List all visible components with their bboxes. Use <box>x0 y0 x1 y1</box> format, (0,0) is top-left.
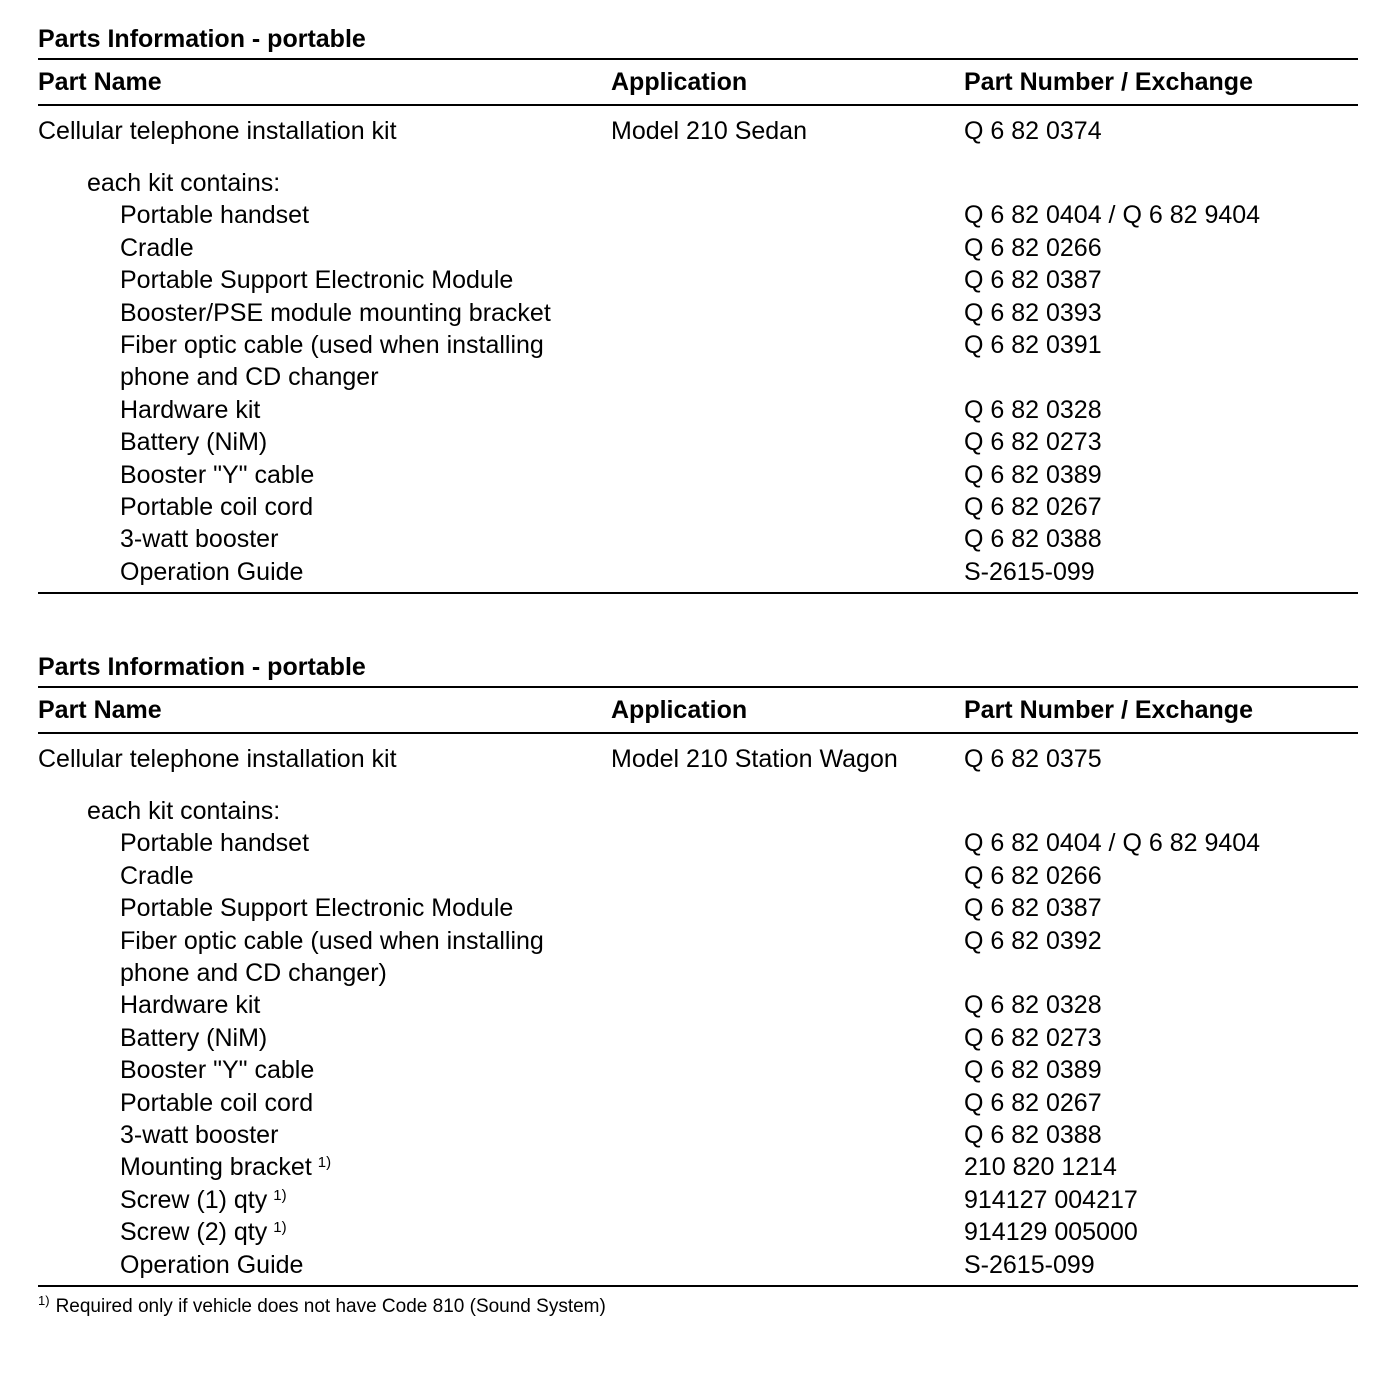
item-name-text: Booster/PSE module mounting bracket <box>120 298 551 327</box>
table-row <box>38 329 1358 394</box>
item-name-text: Hardware kit <box>120 991 261 1020</box>
item-name <box>38 297 600 329</box>
column-headers <box>38 688 1358 732</box>
table-row <box>38 827 1358 859</box>
table-row <box>38 264 1358 296</box>
parts-section-wagon <box>38 653 1358 1287</box>
item-part-number: 210 820 1214 <box>964 1153 1117 1182</box>
table-row <box>38 1216 1358 1248</box>
table-row <box>38 925 1358 990</box>
item-name <box>38 1119 600 1151</box>
item-name <box>38 1151 600 1183</box>
item-part-number: 914129 005000 <box>964 1218 1138 1247</box>
item-name <box>38 491 600 523</box>
table-row <box>38 1249 1358 1281</box>
kit-row <box>38 115 1358 167</box>
item-name <box>38 925 600 990</box>
kit-row <box>38 743 1358 795</box>
item-part-number: Q 6 82 0387 <box>964 266 1102 295</box>
item-part-number: 914127 004217 <box>964 1185 1138 1214</box>
item-part-number: Q 6 82 0328 <box>964 991 1102 1020</box>
table-row <box>38 297 1358 329</box>
item-part-number: Q 6 82 0273 <box>964 1023 1102 1052</box>
item-name-text: Portable coil cord <box>120 493 314 522</box>
table-row <box>38 1022 1358 1054</box>
item-name-text: Booster "Y" cable <box>120 1056 315 1085</box>
rule-header <box>38 104 1358 106</box>
item-name-text: Portable Support Electronic Module <box>120 266 514 295</box>
header-application: Application <box>611 696 748 724</box>
header-part-number: Part Number / Exchange <box>964 696 1253 724</box>
item-name-text: Portable handset <box>120 201 310 230</box>
table-row <box>38 1151 1358 1183</box>
header-part-name: Part Name <box>38 68 162 96</box>
item-name <box>38 199 600 231</box>
column-headers <box>38 60 1358 104</box>
kit-part-number: Q 6 82 0374 <box>964 117 1102 145</box>
item-part-number: Q 6 82 0404 / Q 6 82 9404 <box>964 201 1261 230</box>
item-part-number: Q 6 82 0393 <box>964 298 1102 327</box>
item-part-number: Q 6 82 0388 <box>964 1121 1102 1150</box>
item-name <box>38 556 600 588</box>
contains-label: each kit contains: <box>87 169 281 197</box>
table-row <box>38 232 1358 264</box>
rule-bottom <box>38 592 1358 594</box>
item-name-text: Operation Guide <box>120 557 304 586</box>
item-name <box>38 1216 600 1248</box>
table-row <box>38 491 1358 523</box>
item-name <box>38 827 600 859</box>
item-name-text: Cradle <box>120 861 194 890</box>
item-name-text: Battery (NiM) <box>120 1023 268 1052</box>
item-name <box>38 264 600 296</box>
item-name <box>38 523 600 555</box>
header-part-number: Part Number / Exchange <box>964 68 1253 96</box>
item-name-text: Fiber optic cable (used when installing phone and CD changer) <box>120 926 544 988</box>
table-row <box>38 1087 1358 1119</box>
item-name-text: Portable coil cord <box>120 1088 314 1117</box>
item-name <box>38 1054 600 1086</box>
footnote-text: Required only if vehicle does not have Code 810 (Sound System) <box>55 1296 606 1317</box>
item-name-text: Fiber optic cable (used when installing phone and CD changer <box>120 331 544 392</box>
item-part-number: Q 6 82 0388 <box>964 525 1102 554</box>
rule-bottom <box>38 1285 1358 1287</box>
item-name <box>38 860 600 892</box>
item-name-text: Mounting bracket <box>120 1153 312 1182</box>
item-name-text: Hardware kit <box>120 395 261 424</box>
table-row <box>38 860 1358 892</box>
footnote-marker: 1) <box>273 1219 287 1237</box>
item-name-text: Operation Guide <box>120 1250 304 1279</box>
section-title: Parts Information - portable <box>38 653 366 681</box>
item-part-number: Q 6 82 0391 <box>964 331 1102 360</box>
table-row <box>38 199 1358 231</box>
item-name-text: Booster "Y" cable <box>120 460 315 489</box>
item-part-number: Q 6 82 0404 / Q 6 82 9404 <box>964 829 1261 858</box>
item-part-number: Q 6 82 0267 <box>964 493 1102 522</box>
table-row <box>38 459 1358 491</box>
table-row <box>38 892 1358 924</box>
item-part-number: Q 6 82 0266 <box>964 233 1102 262</box>
item-name <box>38 1087 600 1119</box>
item-part-number: Q 6 82 0389 <box>964 460 1102 489</box>
rule-header <box>38 732 1358 734</box>
item-part-number: Q 6 82 0392 <box>964 926 1102 955</box>
item-part-number: Q 6 82 0266 <box>964 861 1102 890</box>
item-name <box>38 394 600 426</box>
header-application: Application <box>611 68 748 96</box>
table-row <box>38 556 1358 588</box>
contains-label: each kit contains: <box>87 797 281 825</box>
item-name <box>38 1249 600 1281</box>
item-name <box>38 989 600 1021</box>
item-part-number: Q 6 82 0328 <box>964 395 1102 424</box>
footnote <box>38 1290 1358 1318</box>
item-name <box>38 1022 600 1054</box>
kit-part-number: Q 6 82 0375 <box>964 745 1102 773</box>
table-row <box>38 1054 1358 1086</box>
item-name-text: Portable Support Electronic Module <box>120 894 514 923</box>
table-row <box>38 989 1358 1021</box>
item-name-text: Battery (NiM) <box>120 428 268 457</box>
kit-name: Cellular telephone installation kit <box>38 745 397 773</box>
item-part-number: Q 6 82 0387 <box>964 894 1102 923</box>
section-title: Parts Information - portable <box>38 25 366 53</box>
item-name <box>38 426 600 458</box>
table-row <box>38 523 1358 555</box>
footnote-marker: 1) <box>317 1154 332 1172</box>
item-part-number: S-2615-099 <box>964 557 1095 586</box>
item-part-number: Q 6 82 0267 <box>964 1088 1102 1117</box>
kit-application: Model 210 Station Wagon <box>611 745 898 773</box>
parts-section-sedan <box>38 25 1358 594</box>
item-name-text: Cradle <box>120 233 194 262</box>
item-name-text: 3-watt booster <box>120 1121 279 1150</box>
item-part-number: S-2615-099 <box>964 1250 1095 1279</box>
table-row <box>38 426 1358 458</box>
kit-name: Cellular telephone installation kit <box>38 117 397 145</box>
item-name <box>38 459 600 491</box>
item-name <box>38 329 600 394</box>
item-name <box>38 1184 600 1216</box>
item-name-text: 3-watt booster <box>120 525 279 554</box>
kit-application: Model 210 Sedan <box>611 117 807 145</box>
footnote-marker: 1) <box>38 1293 50 1308</box>
item-name-text: Screw (1) qty <box>120 1185 268 1214</box>
header-part-name: Part Name <box>38 696 162 724</box>
item-name <box>38 232 600 264</box>
item-name-text: Screw (2) qty <box>120 1218 268 1247</box>
table-row <box>38 1184 1358 1216</box>
footnote-marker: 1) <box>273 1186 287 1204</box>
item-part-number: Q 6 82 0389 <box>964 1056 1102 1085</box>
item-name <box>38 892 600 924</box>
item-part-number: Q 6 82 0273 <box>964 428 1102 457</box>
item-name-text: Portable handset <box>120 829 310 858</box>
table-row <box>38 1119 1358 1151</box>
table-row <box>38 394 1358 426</box>
